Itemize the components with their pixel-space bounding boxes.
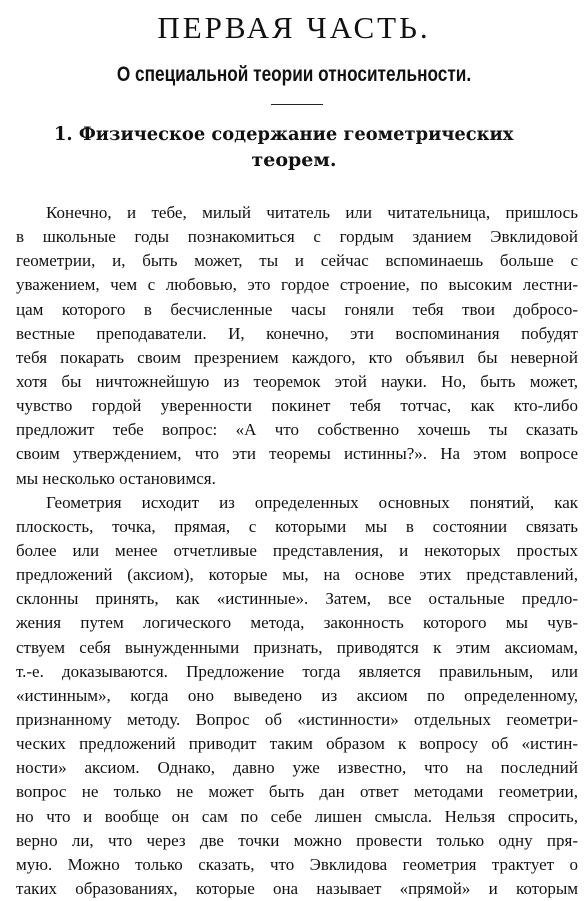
text-line: признанному методу. Вопрос об «истинности» отдельных геометри- bbox=[16, 709, 578, 729]
text-line: но что и вообще он сам по себе лишен смысла. Нельзя спросить, bbox=[16, 806, 578, 826]
text-line: верно ли, что через две точки можно провести только одну пря- bbox=[16, 830, 578, 850]
text-line: хотя бы ничтожнейшую из теоремок этой науки. Но, быть может, bbox=[16, 371, 578, 391]
text-line: ности» аксиом. Однако, давно уже известно, что на последний bbox=[16, 758, 578, 778]
body-text bbox=[16, 201, 578, 901]
text-line: своим утверждением, что эти теоремы истинны?». На этом вопросе bbox=[16, 444, 578, 464]
chapter-title-line-2: теорем. bbox=[251, 149, 337, 171]
text-line: мы несколько остановимся. bbox=[16, 468, 216, 488]
text-line: вестные преподаватели. И, конечно, эти воспоминания побудят bbox=[16, 323, 578, 343]
part-subtitle: О специальной теории относительности. bbox=[116, 63, 472, 86]
text-line: ствуем себя вынужденными признать, приводятся к этим аксиомам, bbox=[16, 637, 578, 657]
text-line: т.-е. доказываются. Предложение тогда является правильным, или bbox=[16, 661, 578, 681]
text-line: Геометрия исходит из определенных основных понятий, как bbox=[46, 492, 578, 512]
part-title: ПЕРВАЯ ЧАСТЬ. bbox=[157, 10, 431, 45]
text-line: жения путем логического метода, законность которого мы чув- bbox=[16, 613, 578, 633]
text-line: мую. Можно только сказать, что Эвклидова геометрия трактует о bbox=[16, 854, 578, 874]
chapter-title-line-1: 1. Физическое содержание геометрических bbox=[54, 123, 514, 145]
paragraph-2 bbox=[16, 491, 578, 901]
text-line: более или менее отчетливые представления, и некоторых простых bbox=[16, 540, 578, 560]
text-line: предложит тебе вопрос: «А что собственно хочешь ты сказать bbox=[16, 420, 578, 440]
text-line: цам которого в бесчисленные часы гоняли тебя твои доброcо- bbox=[16, 299, 578, 319]
text-line: таких образованиях, которые она называет «прямой» и которым bbox=[16, 878, 578, 898]
title-divider bbox=[271, 104, 323, 105]
text-line: геометрии, и, быть может, ты и сейчас вспоминаешь больше с bbox=[16, 251, 578, 271]
text-line: в школьные годы познакомиться с гордым зданием Эвклидовой bbox=[16, 227, 578, 247]
text-line: «истинным», когда оно выведено из аксиом по определенному, bbox=[16, 685, 578, 705]
text-line: склонны принять, как «истинные». Затем, все остальные предло- bbox=[16, 589, 578, 609]
text-line: плоскость, точка, прямая, с которыми мы в состоянии связать bbox=[16, 516, 578, 536]
text-line: тебя покарать своим презрением каждого, кто объявил бы неверной bbox=[16, 347, 578, 367]
text-line: предложений (аксиом), которые мы, на основе этих представлений, bbox=[16, 565, 578, 585]
text-line: вопрос не только не может быть дан ответ методами геометрии, bbox=[16, 782, 578, 802]
text-line: уважением, чем с любовью, это гордое строение, по высоким лестни- bbox=[16, 275, 578, 295]
text-line: ческих предложений приводит таким образом к вопросу об «истин- bbox=[16, 734, 578, 754]
text-line: чувство гордой уверенности покинет тебя тотчас, как кто-либо bbox=[16, 396, 578, 416]
paragraph-1 bbox=[16, 201, 578, 491]
text-line: Конечно, и тебе, милый читатель или читательница, пришлось bbox=[46, 203, 578, 222]
